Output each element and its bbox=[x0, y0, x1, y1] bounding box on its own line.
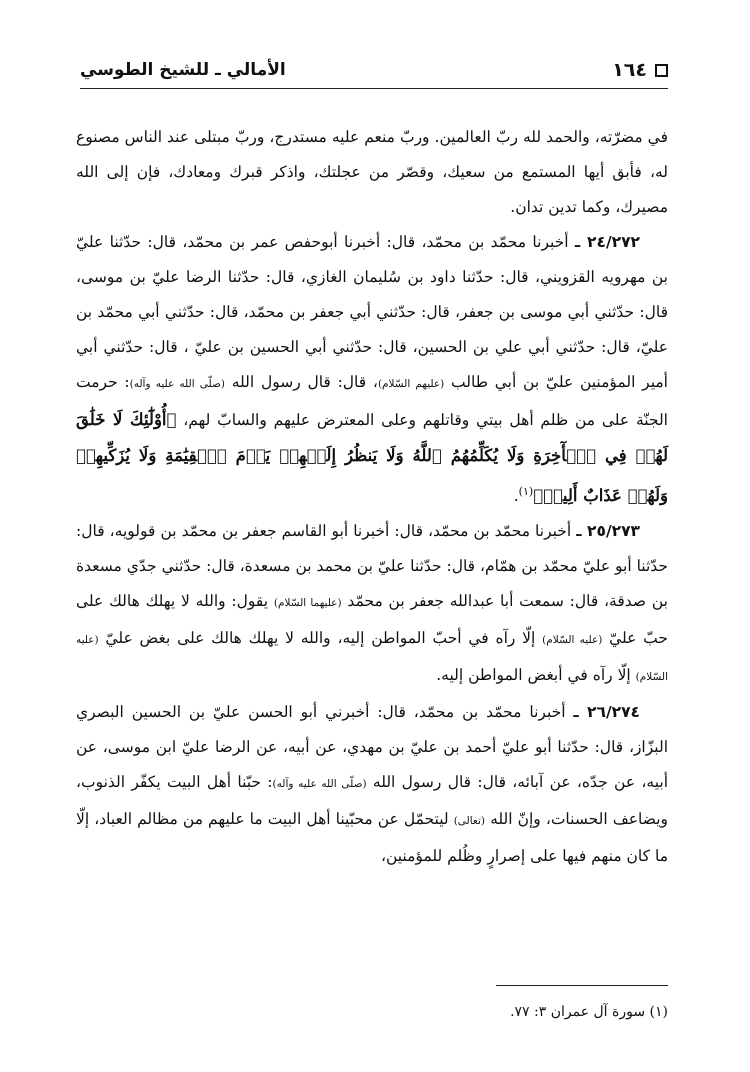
hadith-text: أخبرنا محمّد بن محمّد، قال: أخبرني أبو الحسن عليّ بن الحسين البصري البزّاز، قال: حدّثنا أبو عليّ أحمد بن عليّ بن مهدي، عن أبيه، عن الرضا عليّ ابن موسى، عن أبيه، عن جدّه، عن آبائه، قال: قال رسول الله bbox=[76, 703, 669, 792]
hadith-number: ٢٦/٢٧٤ ـ bbox=[573, 703, 640, 722]
hadith-paragraph bbox=[76, 225, 668, 514]
footnote-reference[interactable]: (١) bbox=[518, 485, 534, 498]
hadith-text: ، قال: قال رسول الله bbox=[225, 373, 378, 391]
page-number-block bbox=[612, 59, 668, 81]
honorific: (عليهم السّلام) bbox=[377, 378, 445, 390]
book-title: الأمالي ـ للشيخ الطوسي bbox=[80, 60, 286, 80]
hadith-paragraph bbox=[76, 514, 668, 695]
running-header bbox=[80, 52, 668, 89]
honorific: (تعالى) bbox=[453, 815, 486, 828]
footnote-divider bbox=[496, 985, 668, 986]
page-number: ١٦٤ bbox=[612, 59, 647, 81]
footnote: (١) سورة آل عمران ٣: ٧٧. bbox=[510, 1004, 668, 1020]
honorific: (صلّى الله عليه وآله) bbox=[129, 378, 225, 390]
honorific: (عليهما السّلام) bbox=[273, 597, 342, 610]
honorific: (عليه السّلام) bbox=[76, 634, 668, 684]
paragraph-continuation: في مضرّته، والحمد لله ربّ العالمين. وربّ منعم عليه مستدرج، وربّ مبتلى عند الناس مصنوع له، فأبق أيها المستمع من سعيك، وقصّر من عجلتك، واذكر قبرك ومعادك، فإن إلى الله مصيرك، وكما تدين تدان. bbox=[76, 128, 668, 216]
honorific: (عليه السّلام) bbox=[542, 634, 603, 647]
hadith-text: . bbox=[513, 487, 519, 506]
main-text bbox=[76, 120, 668, 874]
honorific: (صلّى الله عليه وآله) bbox=[272, 778, 367, 791]
hadith-text: : حبّنا أهل البيت يكفّر الذنوب، ويضاعف الحسنات، وإنّ الله bbox=[76, 773, 669, 829]
hadith-text: : حرمت الجنّة على من ظلم أهل بيتي وقاتلهم وعلى المعترض عليهم والسابّ لهم، bbox=[76, 373, 668, 429]
hadith-number: ٢٤/٢٧٢ ـ bbox=[574, 233, 640, 251]
hadith-text: أخبرنا محمّد بن محمّد، قال: أخبرنا أبوحفص عمر بن محمّد، قال: حدّثنا عليّ بن مهرويه القزويني، قال: حدّثنا داود بن سُليمان الغازي، قال: حدّثنا الرضا عليّ بن موسى، قال: حدّثني أبي موسى بن جعفر، قال: حدّثني أبي جعفر بن محمّد، قال: حدّثني أبي محمّد بن عليّ، قال: حدّثني أبي علي بن الحسين، قال: حدّثني أبي الحسين بن عليّ ، قال: حدّثني أبي أمير المؤمنين عليّ بن أبي طالب bbox=[76, 233, 668, 391]
hadith-text: أخبرنا محمّد بن محمّد، قال: أخبرنا أبو القاسم جعفر بن محمّد بن قولويه، قال: حدّثنا أبو عليّ محمّد بن همّام، قال: حدّثنا عليّ بن محمد بن مسعدة، قال: حدّثني جدّي مسعدة بن صدقة، قال: سمعت أبا عبدالله جعفر بن محمّد bbox=[76, 522, 668, 611]
quran-verse: ﴿أُوْلَٰٓئِكَ لَا خَلَٰقَ لَهُمۡ فِي ٱلۡأٓخِرَةِ وَلَا يُكَلِّمُهُمُ ٱللَّهُ وَلَا يَنظُرُ إِلَيۡهِمۡ يَوۡمَ ٱلۡقِيَٰمَةِ وَلَا يُزَكِّيهِمۡ وَلَهُمۡ عَذَابٌ أَلِيمٞ﴾ bbox=[76, 410, 668, 506]
hadith-paragraph bbox=[76, 695, 668, 874]
square-icon bbox=[655, 64, 668, 77]
hadith-text: يقول: والله لا يهلك هالك على حبّ عليّ bbox=[76, 592, 668, 648]
hadith-number: ٢٥/٢٧٣ ـ bbox=[576, 522, 640, 541]
hadith-text: ليتحمّل عن محبّينا أهل البيت ما عليهم من مظالم العباد، إلّا ما كان منهم فيها على إصرارٍ وظُلم للمؤمنين، bbox=[76, 810, 668, 866]
hadith-text: إلّا رآه في أبغض المواطن إليه. bbox=[436, 666, 636, 685]
hadith-text: إلّا رآه في أحبّ المواطن إليه، والله لا يهلك هالك على بغض عليّ bbox=[98, 629, 543, 648]
